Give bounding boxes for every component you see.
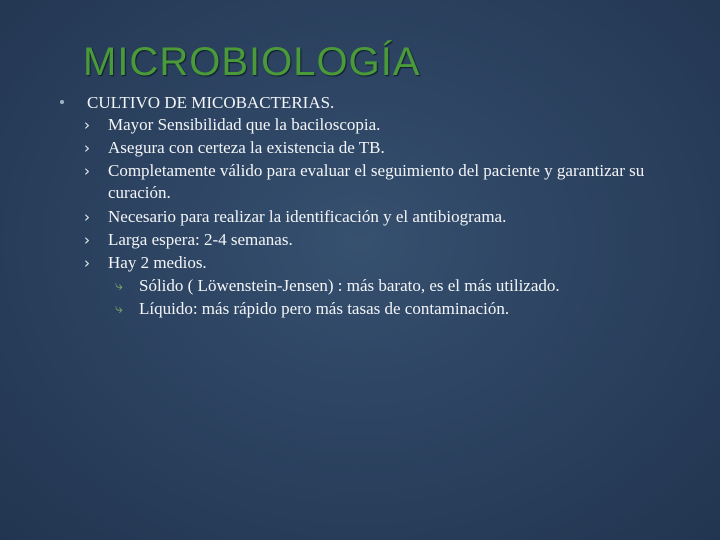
bullet-item: Hay 2 medios.: [108, 253, 207, 272]
sub-bullet-item: Sólido ( Löwenstein-Jensen) : más barato, es el más utilizado.: [139, 276, 560, 295]
dot-bullet-icon: [60, 100, 64, 104]
bullet-item: Asegura con certeza la existencia de TB.: [108, 138, 385, 157]
chevron-right-icon: ›: [84, 208, 90, 226]
chevron-right-icon: ›: [84, 254, 90, 272]
curved-arrow-icon: ⤷: [115, 301, 123, 317]
slide-title: MICROBIOLOGÍA: [83, 40, 421, 84]
section-heading: CULTIVO DE MICOBACTERIAS.: [87, 93, 335, 112]
bullet-item: Completamente válido para evaluar el seguimiento del paciente y garantizar su curación.: [108, 161, 645, 202]
bullet-item: Necesario para realizar la identificación y el antibiograma.: [108, 207, 507, 226]
chevron-right-icon: ›: [84, 162, 90, 180]
sub-bullet-item: Líquido: más rápido pero más tasas de contaminación.: [139, 299, 510, 318]
bullet-item: Mayor Sensibilidad que la baciloscopia.: [108, 115, 381, 134]
chevron-right-icon: ›: [84, 116, 90, 134]
chevron-right-icon: ›: [84, 231, 90, 249]
bullet-item: Larga espera: 2-4 semanas.: [108, 230, 293, 249]
chevron-right-icon: ›: [84, 139, 90, 157]
curved-arrow-icon: ⤷: [115, 278, 123, 294]
